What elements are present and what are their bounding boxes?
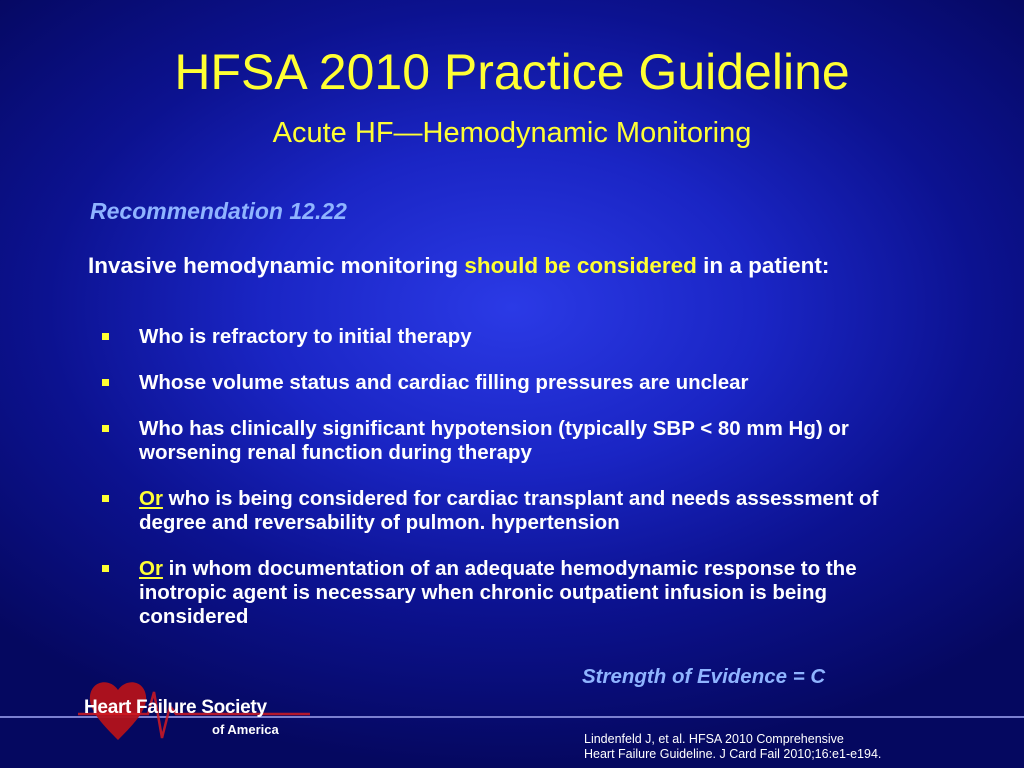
bullet-square-icon bbox=[102, 425, 109, 432]
bullet-square-icon bbox=[102, 565, 109, 572]
heart-ecg-icon bbox=[78, 678, 318, 760]
citation-line2: Heart Failure Guideline. J Card Fail 2010;16:e1-e194. bbox=[584, 747, 882, 761]
bullet-item bbox=[100, 371, 930, 395]
intro-highlight: should be considered bbox=[464, 253, 697, 278]
citation bbox=[584, 732, 881, 762]
bullet-square-icon bbox=[102, 495, 109, 502]
bullet-or-prefix: Or bbox=[139, 487, 163, 510]
slide-subtitle: Acute HF—Hemodynamic Monitoring bbox=[272, 117, 752, 149]
bullet-text: who is being considered for cardiac transplant and needs assessment of degree and reversability of pulmon. hypertension bbox=[139, 487, 879, 534]
bullet-item bbox=[100, 325, 930, 349]
bullet-text: in whom documentation of an adequate hemodynamic response to the inotropic agent is necessary when chronic outpatient infusion is being considered bbox=[139, 557, 857, 628]
bullet-list bbox=[100, 325, 930, 651]
bullet-text: Whose volume status and cardiac filling pressures are unclear bbox=[139, 371, 749, 394]
bullet-text: Who has clinically significant hypotension (typically SBP < 80 mm Hg) or worsening renal function during therapy bbox=[139, 417, 849, 464]
citation-line1: Lindenfeld J, et al. HFSA 2010 Comprehensive bbox=[584, 732, 844, 746]
strength-of-evidence: Strength of Evidence = C bbox=[582, 665, 826, 688]
intro-text bbox=[88, 252, 958, 279]
bullet-or-prefix: Or bbox=[139, 557, 163, 580]
recommendation-label: Recommendation 12.22 bbox=[90, 198, 347, 224]
bullet-text: Who is refractory to initial therapy bbox=[139, 325, 472, 348]
intro-after: in a patient: bbox=[696, 253, 830, 278]
bullet-item bbox=[100, 487, 930, 535]
slide-title: HFSA 2010 Practice Guideline bbox=[174, 44, 850, 100]
bullet-item bbox=[100, 417, 930, 465]
logo-line1: Heart Failure Society bbox=[84, 697, 267, 718]
bullet-item bbox=[100, 557, 930, 629]
intro-before: Invasive hemodynamic monitoring bbox=[88, 253, 465, 278]
hfsa-logo bbox=[78, 678, 318, 760]
logo-line2: of America bbox=[212, 722, 279, 737]
bullet-square-icon bbox=[102, 379, 109, 386]
bullet-square-icon bbox=[102, 333, 109, 340]
